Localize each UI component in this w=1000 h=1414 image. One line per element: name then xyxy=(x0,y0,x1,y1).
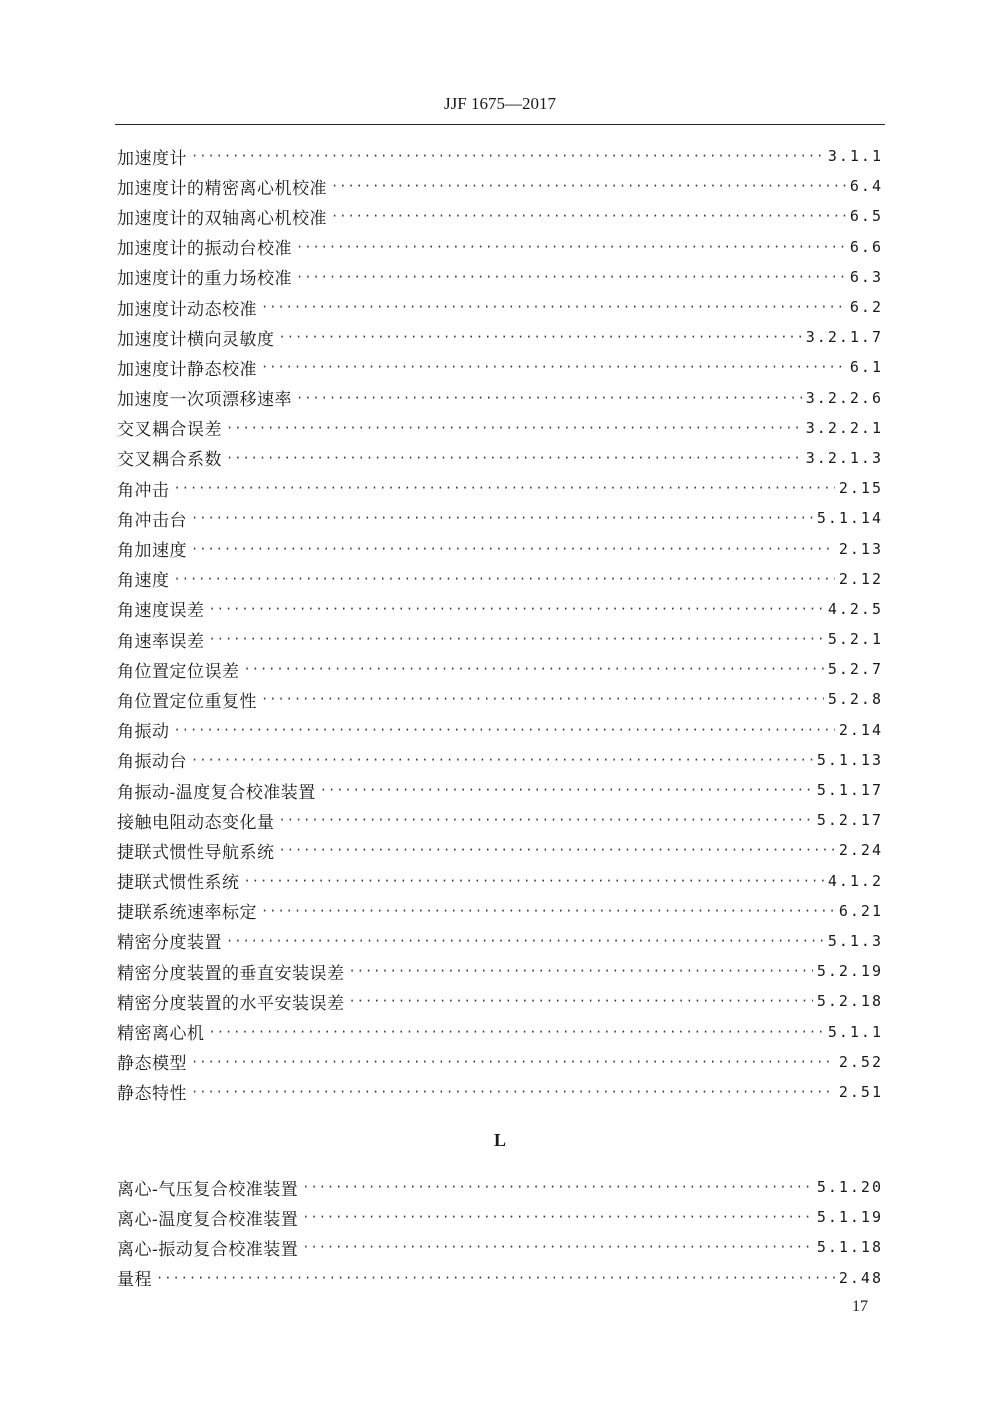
dot-leader xyxy=(302,1240,813,1254)
dot-leader xyxy=(331,179,846,193)
clause-reference: 3.1.1 xyxy=(827,147,883,166)
index-entry xyxy=(117,201,883,231)
dot-leader xyxy=(261,300,846,314)
dot-leader xyxy=(331,209,846,223)
clause-reference: 3.2.1.7 xyxy=(805,328,883,347)
index-entry xyxy=(117,1263,883,1293)
dot-leader xyxy=(349,964,813,978)
index-entry xyxy=(117,564,883,594)
index-entry xyxy=(117,473,883,503)
index-entry xyxy=(117,322,883,352)
index-term: 角冲击 xyxy=(117,480,170,501)
clause-reference: 5.2.17 xyxy=(816,811,883,830)
dot-leader xyxy=(174,723,835,737)
clause-reference: 6.2 xyxy=(849,298,883,317)
dot-leader xyxy=(279,330,802,344)
dot-leader xyxy=(191,149,824,163)
dot-leader xyxy=(191,753,813,767)
index-entry xyxy=(117,896,883,926)
clause-reference: 5.2.19 xyxy=(816,962,883,981)
index-entry xyxy=(117,775,883,805)
dot-leader xyxy=(279,843,835,857)
index-entry xyxy=(117,262,883,292)
index-entry xyxy=(117,986,883,1016)
index-entry xyxy=(117,1202,883,1232)
index-entry xyxy=(117,443,883,473)
dot-leader xyxy=(226,421,802,435)
dot-leader xyxy=(296,270,846,284)
index-term: 角冲击台 xyxy=(117,510,187,531)
index-term: 角位置定位重复性 xyxy=(117,691,257,712)
index-entry xyxy=(117,654,883,684)
index-term: 精密离心机 xyxy=(117,1024,205,1045)
index-entry xyxy=(117,1232,883,1262)
index-term: 加速度计动态校准 xyxy=(117,299,257,320)
index-term: 捷联系统速率标定 xyxy=(117,903,257,924)
clause-reference: 6.1 xyxy=(849,358,883,377)
index-entry xyxy=(117,533,883,563)
header-rule xyxy=(115,124,885,125)
index-term: 加速度计静态校准 xyxy=(117,359,257,380)
index-entry xyxy=(117,352,883,382)
page-number: 17 xyxy=(852,1298,868,1315)
index-term: 加速度计横向灵敏度 xyxy=(117,329,275,350)
dot-leader xyxy=(209,632,824,646)
clause-reference: 5.2.1 xyxy=(827,630,883,649)
dot-leader xyxy=(261,360,846,374)
index-term: 捷联式惯性导航系统 xyxy=(117,842,275,863)
index-term: 静态特性 xyxy=(117,1084,187,1105)
index-term: 接触电阻动态变化量 xyxy=(117,812,275,833)
document-header: JJF 1675—2017 xyxy=(444,94,556,113)
clause-reference: 2.12 xyxy=(838,569,883,588)
index-entry xyxy=(117,1047,883,1077)
clause-reference: 3.2.1.3 xyxy=(805,448,883,467)
index-entry xyxy=(117,866,883,896)
clause-reference: 6.3 xyxy=(849,267,883,286)
index-term: 离心-气压复合校准装置 xyxy=(117,1179,299,1200)
clause-reference: 2.51 xyxy=(838,1082,883,1101)
clause-reference: 5.1.1 xyxy=(827,1022,883,1041)
dot-leader xyxy=(296,391,802,405)
clause-reference: 4.1.2 xyxy=(827,871,883,890)
index-term: 精密分度装置的垂直安装误差 xyxy=(117,963,345,984)
index-entry xyxy=(117,383,883,413)
index-term: 角振动台 xyxy=(117,752,187,773)
dot-leader xyxy=(209,1025,824,1039)
index-entry xyxy=(117,745,883,775)
index-entry xyxy=(117,232,883,262)
index-term: 角振动 xyxy=(117,722,170,743)
dot-leader xyxy=(191,1085,835,1099)
index-entry xyxy=(117,1172,883,1202)
index-term: 加速度计的双轴离心机校准 xyxy=(117,208,327,229)
index-entry xyxy=(117,171,883,201)
dot-leader xyxy=(296,240,846,254)
index-term: 加速度计的振动台校准 xyxy=(117,239,292,260)
clause-reference: 5.1.3 xyxy=(827,931,883,950)
dot-leader xyxy=(226,451,802,465)
dot-leader xyxy=(174,572,835,586)
clause-reference: 5.2.8 xyxy=(827,690,883,709)
clause-reference: 5.1.14 xyxy=(816,509,883,528)
dot-leader xyxy=(174,481,835,495)
clause-reference: 3.2.2.6 xyxy=(805,388,883,407)
index-term: 离心-温度复合校准装置 xyxy=(117,1209,299,1230)
clause-reference: 2.14 xyxy=(838,720,883,739)
index-entry xyxy=(117,141,883,171)
dot-leader xyxy=(349,994,813,1008)
clause-reference: 2.15 xyxy=(838,479,883,498)
index-term: 离心-振动复合校准装置 xyxy=(117,1239,299,1260)
index-entry xyxy=(117,1016,883,1046)
index-entry xyxy=(117,684,883,714)
index-term: 量程 xyxy=(117,1270,152,1291)
clause-reference: 5.2.18 xyxy=(816,992,883,1011)
index-entry xyxy=(117,1077,883,1107)
index-entry xyxy=(117,624,883,654)
index-entry xyxy=(117,926,883,956)
index-term: 精密分度装置的水平安装误差 xyxy=(117,993,345,1014)
index-section-l xyxy=(117,1172,883,1293)
clause-reference: 2.24 xyxy=(838,841,883,860)
index-entry xyxy=(117,292,883,322)
index-term: 交叉耦合误差 xyxy=(117,420,222,441)
dot-leader xyxy=(244,662,824,676)
clause-reference: 6.6 xyxy=(849,237,883,256)
dot-leader xyxy=(261,904,835,918)
dot-leader xyxy=(261,692,824,706)
dot-leader xyxy=(226,934,824,948)
clause-reference: 6.21 xyxy=(838,901,883,920)
index-term: 角速度误差 xyxy=(117,601,205,622)
index-entry xyxy=(117,413,883,443)
index-term: 角速度 xyxy=(117,571,170,592)
index-term: 交叉耦合系数 xyxy=(117,450,222,471)
index-entry xyxy=(117,956,883,986)
index-term: 角速率误差 xyxy=(117,631,205,652)
index-entry xyxy=(117,805,883,835)
clause-reference: 5.1.20 xyxy=(816,1178,883,1197)
index-term: 角加速度 xyxy=(117,541,187,562)
index-section-j xyxy=(117,141,883,1107)
index-entry xyxy=(117,835,883,865)
clause-reference: 3.2.2.1 xyxy=(805,418,883,437)
index-entry xyxy=(117,715,883,745)
dot-leader xyxy=(302,1180,813,1194)
clause-reference: 5.1.18 xyxy=(816,1238,883,1257)
clause-reference: 5.1.19 xyxy=(816,1208,883,1227)
index-term: 角振动-温度复合校准装置 xyxy=(117,782,316,803)
index-entry xyxy=(117,503,883,533)
dot-leader xyxy=(209,602,824,616)
index-entry xyxy=(117,594,883,624)
clause-reference: 6.4 xyxy=(849,177,883,196)
index-term: 静态模型 xyxy=(117,1054,187,1075)
index-term: 加速度计 xyxy=(117,148,187,169)
index-term: 加速度一次项漂移速率 xyxy=(117,390,292,411)
clause-reference: 2.52 xyxy=(838,1052,883,1071)
clause-reference: 2.13 xyxy=(838,539,883,558)
dot-leader xyxy=(244,874,824,888)
dot-leader xyxy=(191,1055,835,1069)
index-term: 角位置定位误差 xyxy=(117,661,240,682)
dot-leader xyxy=(191,542,835,556)
index-term: 精密分度装置 xyxy=(117,933,222,954)
clause-reference: 4.2.5 xyxy=(827,599,883,618)
clause-reference: 6.5 xyxy=(849,207,883,226)
dot-leader xyxy=(156,1271,835,1285)
clause-reference: 5.2.7 xyxy=(827,660,883,679)
clause-reference: 5.1.17 xyxy=(816,781,883,800)
clause-reference: 5.1.13 xyxy=(816,750,883,769)
dot-leader xyxy=(302,1210,813,1224)
dot-leader xyxy=(320,783,813,797)
dot-leader xyxy=(191,511,813,525)
dot-leader xyxy=(279,813,813,827)
index-term: 加速度计的精密离心机校准 xyxy=(117,178,327,199)
clause-reference: 2.48 xyxy=(838,1268,883,1287)
section-letter-l: L xyxy=(493,1130,506,1150)
index-term: 捷联式惯性系统 xyxy=(117,873,240,894)
index-term: 加速度计的重力场校准 xyxy=(117,269,292,290)
